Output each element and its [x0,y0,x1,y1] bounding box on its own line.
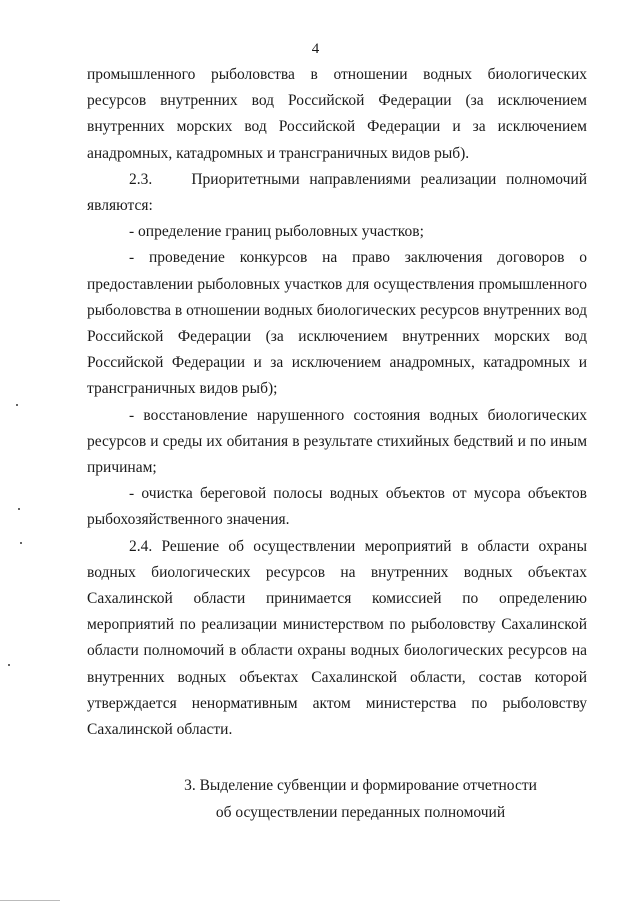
body-text [87,62,587,743]
section-heading-line-1: 3. Выделение субвенции и формирование отчетности [184,777,537,794]
scan-speck [20,542,22,544]
list-item-cleanup: - очистка береговой полосы водных объектов от мусора объектов рыбохозяйственного значения. [87,485,587,529]
scan-speck [18,508,20,510]
section-heading [0,772,631,826]
section-heading-line-2: об осуществлении переданных полномочий [215,804,506,821]
list-item-competitions: - проведение конкурсов на право заключения договоров о предоставлении рыболовных участков для осуществления промышленного рыболовства в отношении водных биологических ресурсов внутренних вод Российской Федерации (за исключением внутренних морских вод Российской Федерации и за исключением анадромных, катадромных и трансграничных видов рыб); [87,249,587,398]
page-number: 4 [311,41,320,57]
list-item-boundaries: - определение границ рыболовных участков; [129,223,424,241]
scan-speck [16,404,18,406]
paragraph-2-4: 2.4. Решение об осуществлении мероприятий в области охраны водных биологических ресурсов на внутренних водных объектах Сахалинской области принимается комиссией по определению мероприятий по реализации министерством по рыболовству Сахалинской области полномочий в области охраны водных биологических ресурсов на внутренних водных объектах Сахалинской области, состав которой утверждается ненормативным актом министерства по рыболовству Сахалинской области. [87,537,587,739]
scan-edge-line [0,900,60,901]
paragraph-continuation: промышленного рыболовства в отношении водных биологических ресурсов внутренних вод Российской Федерации (за исключением внутренних морских вод Российской Федерации и за исключением анадромных, катадромных и трансграничных видов рыб). [87,66,587,162]
scan-speck [8,664,10,666]
paragraph-2-3: 2.3. Приоритетными направлениями реализации полномочий являются: [87,170,587,215]
list-item-restoration: - восстановление нарушенного состояния водных биологических ресурсов и среды их обитания в результате стихийных бедствий и по иным причинам; [87,406,587,477]
